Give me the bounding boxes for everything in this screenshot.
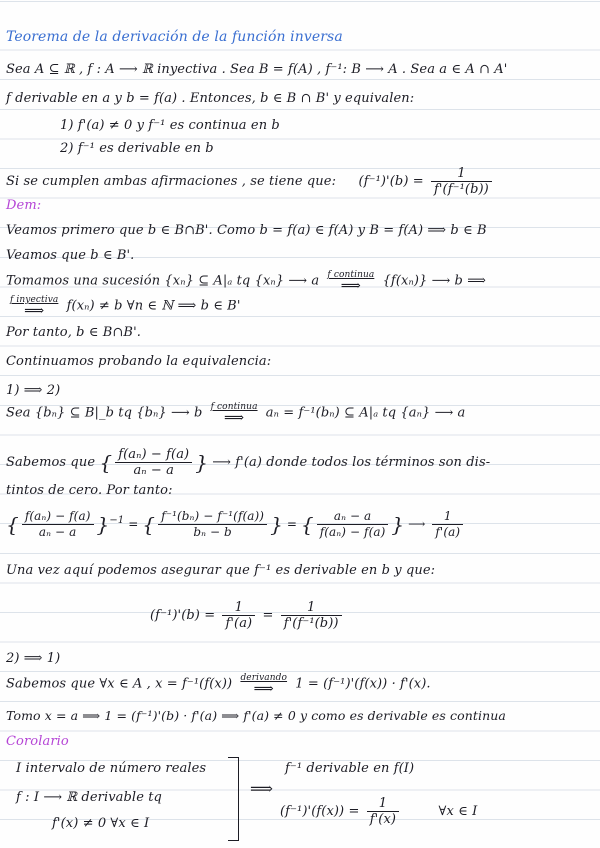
corolario-quantifier: ∀x ∈ I <box>438 804 478 819</box>
condition-2: 2) f⁻¹ es derivable en b <box>60 141 214 156</box>
implies-arrow-icon: ⟹ <box>24 303 45 319</box>
dem-line-5: Por tanto, b ∈ B∩B'. <box>6 325 141 340</box>
dem-line-9: Sabemos que { $\frac{\text{f(aₙ) − f(a)}}{\text{aₙ − a}}$ } ⟶ f'(a) donde todos los términos son dis- <box>6 447 491 478</box>
condition-1: 1) f'(a) ≠ 0 y f⁻¹ es continua en b <box>60 118 280 133</box>
quotient-denominator: aₙ − a <box>133 463 174 478</box>
difference-quotient <box>115 447 192 478</box>
dem-line-15 <box>6 673 594 695</box>
dem-line-7: 1) ⟹ 2) <box>6 383 61 398</box>
conclusion-lhs: (f⁻¹)'(b) = <box>358 174 424 189</box>
corolario-label: Corolario <box>6 734 69 749</box>
fraction-4-num: 1 <box>432 509 463 525</box>
sequence-b-statement: Sea {bₙ} ⊆ B|_b tq {bₙ} ⟶ b <box>6 405 203 421</box>
dem-line-6: Continuamos probando la equivalencia: <box>6 354 272 369</box>
conclusion-line <box>6 166 594 197</box>
corolario-conclusion-1: f⁻¹ derivable en f(I) <box>285 761 415 776</box>
corolario-fraction-den: f'(x) <box>369 812 397 827</box>
fraction-1 <box>22 509 94 540</box>
statement-line-1: Sea A ⊆ ℝ , f : A ⟶ ℝ inyectiva . Sea B = f(A) , f⁻¹: B ⟶ A . Sea a ∈ A ∩ A' <box>6 62 508 77</box>
continuity-arrow <box>325 270 376 292</box>
arrow-label: f continua <box>210 402 258 412</box>
dem-label: Dem: <box>6 198 42 213</box>
fraction-2 <box>158 509 267 540</box>
fraction-13b <box>281 600 342 631</box>
dem-line-4 <box>6 295 594 317</box>
continuity-arrow-2 <box>209 402 260 424</box>
conclusion-text: Si se cumplen ambas afirmaciones , se tiene que: <box>6 174 337 189</box>
sequence-limit: {f(xₙ)} ⟶ b ⟹ <box>382 273 486 289</box>
fraction-1-den: aₙ − a <box>38 525 77 539</box>
dem-line-3 <box>6 270 594 292</box>
sequence-statement: Tomamos una sucesión {xₙ} ⊆ A|ₐ tq {xₙ} ⟶ a <box>6 273 320 289</box>
derivando-arrow <box>238 673 289 695</box>
fraction-3-den: f(aₙ) − f(a) <box>319 525 386 539</box>
dem-line-16: Tomo x = a ⟹ 1 = (f⁻¹)'(b) · f'(a) ⟹ f'(a) ≠ 0 y como es derivable es continua <box>6 708 506 723</box>
hypotheses-bracket <box>228 757 239 841</box>
fraction-3 <box>317 509 389 540</box>
fraction-13a-num: 1 <box>222 600 255 616</box>
implies-arrow-icon: ⟹ <box>224 410 245 426</box>
arrow-label: f inyectiva <box>10 295 59 305</box>
fraction-13a-den: f'(a) <box>225 616 253 631</box>
statement-line-2: f derivable en a y b = f(a) . Entonces, b ∈ B ∩ B' y equivalen: <box>6 91 415 106</box>
corolario-lhs: (f⁻¹)'(f(x)) = <box>280 804 360 819</box>
conclusion-fraction <box>431 166 492 197</box>
injective-consequence: f(xₙ) ≠ b ∀n ∈ ℕ ⟹ b ∈ B' <box>66 298 241 314</box>
corolario-hyp-2: f : I ⟶ ℝ derivable tq <box>16 790 162 805</box>
dem-line-12: Una vez aquí podemos asegurar que f⁻¹ es derivable en b y que: <box>6 563 436 578</box>
corolario-hyp-1: I intervalo de número reales <box>16 761 207 776</box>
identity-statement: Sabemos que ∀x ∈ A , x = f⁻¹(f(x)) <box>6 676 233 692</box>
fraction-1-num: f(aₙ) − f(a) <box>22 509 94 525</box>
dem-line-11: { $\frac{\text{f(aₙ) − f(a)}}{\text{aₙ − a}}$ }$^{-1}$ = { $\frac{\text{f⁻¹(bₙ) − f⁻¹(f(a))}}{\text{bₙ − b}}$ } = { $\frac{\text{aₙ − a}}{\text{f(aₙ) − f(a)}}$ } ⟶ $\frac{1}{f'(a)}$ <box>6 509 594 540</box>
dem-line-14: 2) ⟹ 1) <box>6 651 61 666</box>
dem-line-2: Veamos que b ∈ B'. <box>6 248 135 263</box>
theorem-title: Teorema de la derivación de la función inversa <box>6 29 343 45</box>
sequence-a-statement: aₙ = f⁻¹(bₙ) ⊆ A|ₐ tq {aₙ} ⟶ a <box>265 405 466 421</box>
corolario-conclusion-2 <box>280 796 594 827</box>
dem-line-10: tintos de cero. Por tanto: <box>6 483 173 498</box>
fraction-4-den: f'(a) <box>435 525 461 539</box>
fraction-13b-den: f'(f⁻¹(b)) <box>283 616 339 631</box>
conclusion-numerator: 1 <box>431 166 492 182</box>
corolario-fraction-num: 1 <box>367 796 399 812</box>
corolario-implies: ⟹ <box>250 779 274 798</box>
corolario-fraction <box>367 796 399 827</box>
arrow-label: derivando <box>240 673 288 683</box>
dem-line-8 <box>6 402 594 424</box>
implies-arrow-icon: ⟹ <box>253 681 274 697</box>
conclusion-denominator: f'(f⁻¹(b)) <box>433 182 489 197</box>
fraction-13a <box>222 600 255 631</box>
dem-line-13: (f⁻¹)'(b) = $\frac{1}{f'(a)}$ = $\frac{1}{\text{f'(f⁻¹(b))}}$ <box>150 600 594 631</box>
fraction-13b-num: 1 <box>281 600 342 616</box>
corolario-hyp-3: f'(x) ≠ 0 ∀x ∈ I <box>52 816 150 831</box>
limit-statement: ⟶ f'(a) donde todos los términos son dis- <box>212 455 491 470</box>
dem-line-1: Veamos primero que b ∈ B∩B'. Como b = f(a) ∈ f(A) y B = f(A) ⟹ b ∈ B <box>6 223 487 238</box>
fraction-2-den: bₙ − b <box>193 525 232 539</box>
quotient-numerator: f(aₙ) − f(a) <box>115 447 192 463</box>
fraction-2-num: f⁻¹(bₙ) − f⁻¹(f(a)) <box>158 509 267 525</box>
implies-arrow-icon: ⟹ <box>340 278 361 294</box>
fraction-4 <box>432 509 463 540</box>
chain-rule-result: 1 = (f⁻¹)'(f(x)) · f'(x). <box>295 676 431 692</box>
arrow-label: f continua <box>327 270 375 280</box>
injective-arrow <box>8 295 60 317</box>
inverse-derivative-lhs: (f⁻¹)'(b) = <box>150 608 216 623</box>
sabemos-que: Sabemos que <box>6 455 96 470</box>
fraction-3-num: aₙ − a <box>317 509 389 525</box>
